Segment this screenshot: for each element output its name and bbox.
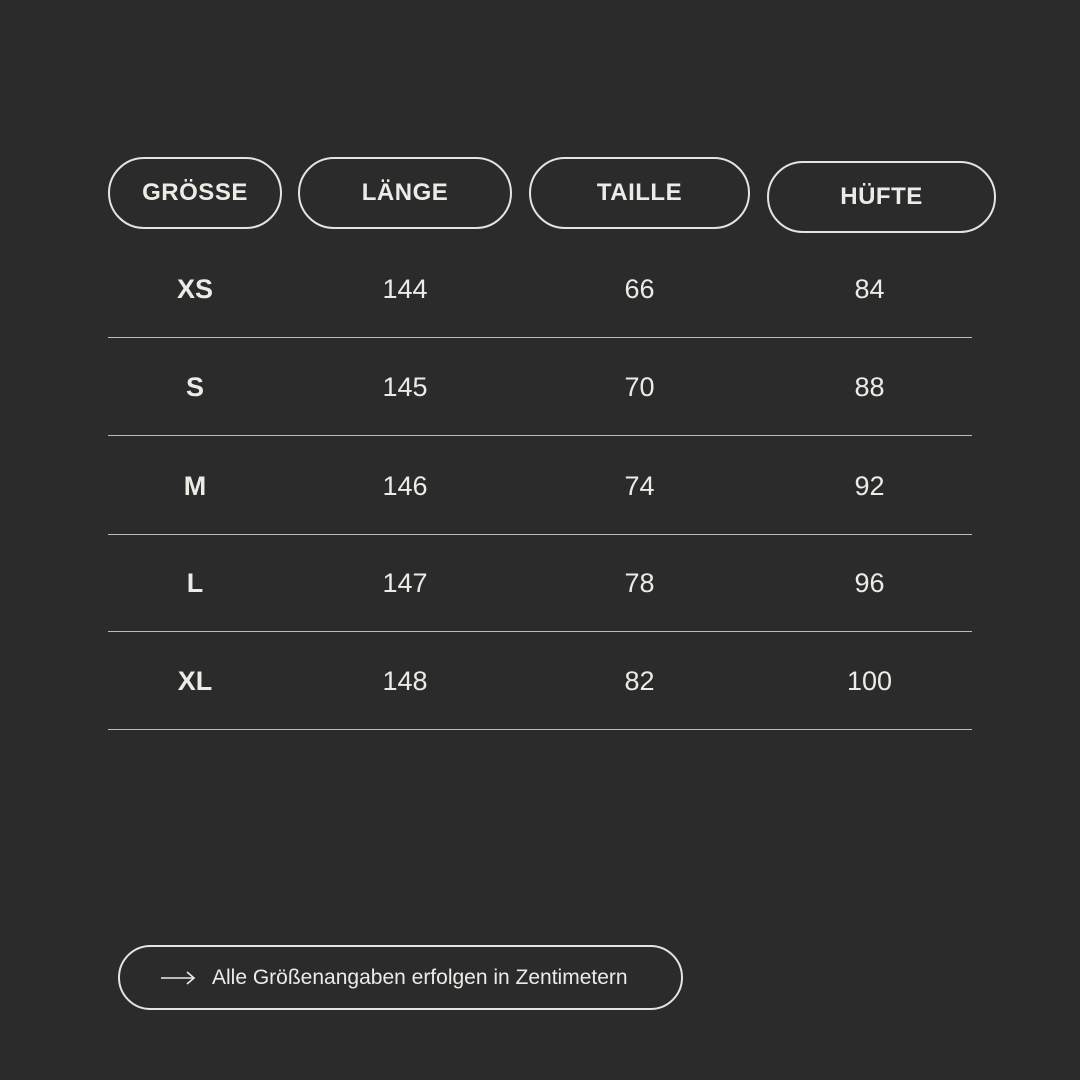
waist-value: 70 (624, 372, 655, 402)
waist-value: 74 (624, 471, 655, 501)
header-hip: HÜFTE (767, 161, 996, 233)
units-note-text: Alle Größenangaben erfolgen in Zentimetern (212, 965, 628, 989)
table-row (108, 534, 972, 632)
hip-value: 96 (854, 568, 885, 598)
header-length: LÄNGE (298, 157, 512, 229)
table-row (108, 437, 972, 535)
waist-value: 78 (624, 568, 655, 598)
length-value: 147 (382, 568, 428, 598)
waist-value: 82 (624, 666, 655, 696)
size-value: XS (176, 274, 214, 304)
arrow-right-icon (160, 970, 196, 986)
units-note (118, 945, 683, 1010)
hip-value: 100 (846, 666, 893, 696)
size-value: S (185, 372, 204, 402)
length-value: 148 (382, 666, 428, 696)
table-row (108, 632, 972, 730)
header-waist: TAILLE (529, 157, 750, 229)
size-value: L (186, 568, 204, 598)
length-value: 145 (382, 372, 428, 402)
hip-value: 88 (854, 372, 885, 402)
size-value: M (183, 471, 207, 501)
size-value: XL (177, 666, 213, 696)
table-row (108, 338, 972, 436)
table-row (108, 240, 972, 338)
hip-value: 92 (854, 471, 885, 501)
length-value: 144 (382, 274, 428, 304)
row-divider (108, 435, 972, 436)
length-value: 146 (382, 471, 428, 501)
header-size: GRÖSSE (108, 157, 282, 229)
waist-value: 66 (624, 274, 655, 304)
row-divider (108, 729, 972, 730)
hip-value: 84 (854, 274, 885, 304)
